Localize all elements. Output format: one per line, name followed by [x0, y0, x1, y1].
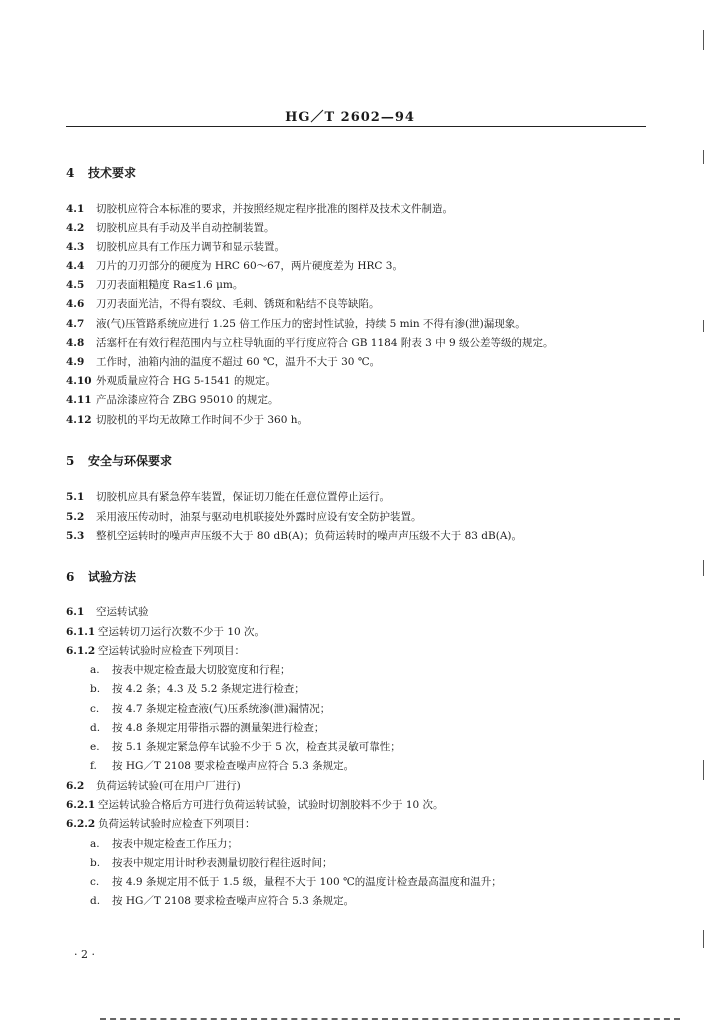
clause-line: 4.6 刀刃表面光洁，不得有裂纹、毛刺、锈斑和粘结不良等缺陷。 — [66, 298, 380, 310]
clause-line: 4.9 工作时，油箱内油的温度不超过 60 ℃，温升不大于 30 ℃。 — [66, 356, 381, 368]
clause-line: 5.3 整机空运转时的噪声声压级不大于 80 dB(A)；负荷运转时的噪声声压级不大于 83 dB(A)。 — [66, 530, 522, 542]
list-item: d. 按 4.8 条规定用带指示器的测量架进行检查； — [90, 722, 325, 734]
page-header: HG／T 2602—94 — [285, 110, 415, 125]
list-item: e. 按 5.1 条规定紧急停车试验不少于 5 次，检查其灵敏可靠性； — [90, 741, 401, 753]
list-item: d. 按 HG／T 2108 要求检查噪声应符合 5.3 条规定。 — [90, 895, 355, 907]
list-item: b. 按表中规定用计时秒表测量切胶行程往返时间； — [90, 857, 333, 869]
list-item: f. 按 HG／T 2108 要求检查噪声应符合 5.3 条规定。 — [90, 760, 355, 772]
section-title: 6 试验方法 — [66, 570, 137, 584]
clause-line: 6.1.2 空运转试验时应检查下列项目： — [66, 645, 245, 657]
scan-edge-dashes — [100, 1018, 680, 1020]
clause-line: 6.2 负荷运转试验(可在用户厂进行) — [66, 780, 241, 792]
clause-line: 4.4 刀片的刀刃部分的硬度为 HRC 60～67，两片硬度差为 HRC 3。 — [66, 260, 403, 272]
clause-line: 4.1 切胶机应符合本标准的要求，并按照经规定程序批准的图样及技术文件制造。 — [66, 203, 453, 215]
clause-line: 4.2 切胶机应具有手动及半自动控制装置。 — [66, 222, 275, 234]
list-item: b. 按 4.2 条；4.3 及 5.2 条规定进行检查； — [90, 683, 305, 695]
page-number: · 2 · — [74, 948, 95, 961]
clause-line: 6.1.1 空运转切刀运行次数不少于 10 次。 — [66, 626, 266, 638]
section-title: 4 技术要求 — [66, 166, 137, 180]
clause-line: 4.12 切胶机的平均无故障工作时间不少于 360 h。 — [66, 414, 308, 426]
clause-line: 4.8 活塞杆在有效行程范围内与立柱导轨面的平行度应符合 GB 1184 附表 3 中 9 级公差等级的规定。 — [66, 337, 554, 349]
clause-line: 5.1 切胶机应具有紧急停车装置，保证切刀能在任意位置停止运行。 — [66, 491, 390, 503]
list-item: a. 按表中规定检查最大切胶宽度和行程； — [90, 664, 291, 676]
clause-line: 4.10 外观质量应符合 HG 5-1541 的规定。 — [66, 375, 277, 387]
clause-line: 6.2.1 空运转试验合格后方可进行负荷运转试验，试验时切割胶料不少于 10 次。 — [66, 799, 444, 811]
clause-line: 5.2 采用液压传动时，油泵与驱动电机联接处外露时应设有安全防护装置。 — [66, 511, 422, 523]
clause-line: 6.2.2 负荷运转试验时应检查下列项目： — [66, 818, 256, 830]
clause-line: 4.5 刀刃表面粗糙度 Ra≤1.6 μm。 — [66, 279, 244, 291]
scan-mark — [703, 930, 704, 948]
clause-line: 4.3 切胶机应具有工作压力调节和显示装置。 — [66, 241, 285, 253]
section-title: 5 安全与环保要求 — [66, 454, 173, 468]
list-item: c. 按 4.9 条规定用不低于 1.5 级，量程不大于 100 ℃的温度计检查最高温度和温升； — [90, 876, 502, 888]
scan-mark — [703, 560, 704, 576]
scan-mark — [703, 320, 704, 332]
clause-line: 6.1 空运转试验 — [66, 606, 149, 618]
clause-line: 4.7 液(气)压管路系统应进行 1.25 倍工作压力的密封性试验，持续 5 min 不得有渗(泄)漏现象。 — [66, 318, 526, 330]
list-item: c. 按 4.7 条规定检查液(气)压系统渗(泄)漏情况； — [90, 703, 331, 715]
list-item: a. 按表中规定检查工作压力； — [90, 838, 238, 850]
header-rule — [66, 126, 646, 127]
scan-mark — [703, 760, 704, 780]
scan-mark — [703, 30, 704, 50]
clause-line: 4.11 产品涂漆应符合 ZBG 95010 的规定。 — [66, 394, 279, 406]
scan-mark — [703, 150, 704, 164]
